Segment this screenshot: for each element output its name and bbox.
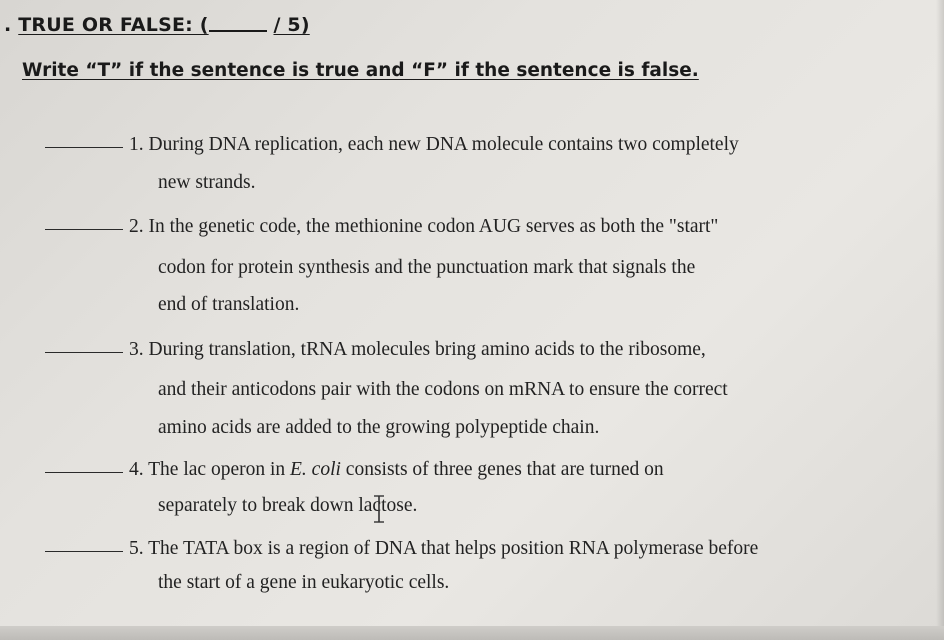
answer-blank-3[interactable]: [45, 352, 123, 353]
question-3-line-1: 3. During translation, tRNA molecules bring amino acids to the ribosome,: [129, 339, 706, 360]
question-5-line-2: the start of a gene in eukaryotic cells.: [158, 572, 450, 593]
question-2-line-3: end of translation.: [158, 294, 300, 315]
question-4-line-1: [129, 459, 664, 481]
answer-blank-2[interactable]: [45, 229, 123, 230]
score-blank: [209, 14, 267, 32]
question-3-line-3: amino acids are added to the growing polypeptide chain.: [158, 417, 600, 438]
question-1-line-2: new strands.: [158, 172, 256, 193]
instructions: Write “T” if the sentence is true and “F” if the sentence is false.: [22, 60, 699, 81]
question-4-text-a: 4. The lac operon in: [129, 459, 291, 480]
question-2-line-2: codon for protein synthesis and the punctuation mark that signals the: [158, 257, 696, 278]
text-cursor-icon: [372, 494, 386, 524]
header-bullet: .: [4, 14, 12, 36]
question-1-line-1: 1. During DNA replication, each new DNA molecule contains two completely: [129, 134, 739, 155]
section-header: [4, 14, 310, 36]
question-3-line-2: and their anticodons pair with the codons on mRNA to ensure the correct: [158, 379, 728, 400]
section-title: TRUE OR FALSE: (: [18, 14, 209, 36]
question-2-line-1: 2. In the genetic code, the methionine codon AUG serves as both the "start": [129, 216, 719, 237]
answer-blank-1[interactable]: [45, 147, 123, 148]
question-4-text-b: consists of three genes that are turned on: [340, 459, 664, 480]
answer-blank-5[interactable]: [45, 551, 123, 552]
page-edge-shadow: [936, 0, 944, 640]
page-bottom-edge: [0, 626, 944, 640]
question-5-line-1: 5. The TATA box is a region of DNA that helps position RNA polymerase before: [129, 538, 759, 559]
score-total: / 5): [273, 14, 310, 36]
answer-blank-4[interactable]: [45, 472, 123, 473]
question-4-organism: E. coli: [290, 459, 341, 480]
question-4-line-2: separately to break down lactose.: [158, 495, 418, 516]
